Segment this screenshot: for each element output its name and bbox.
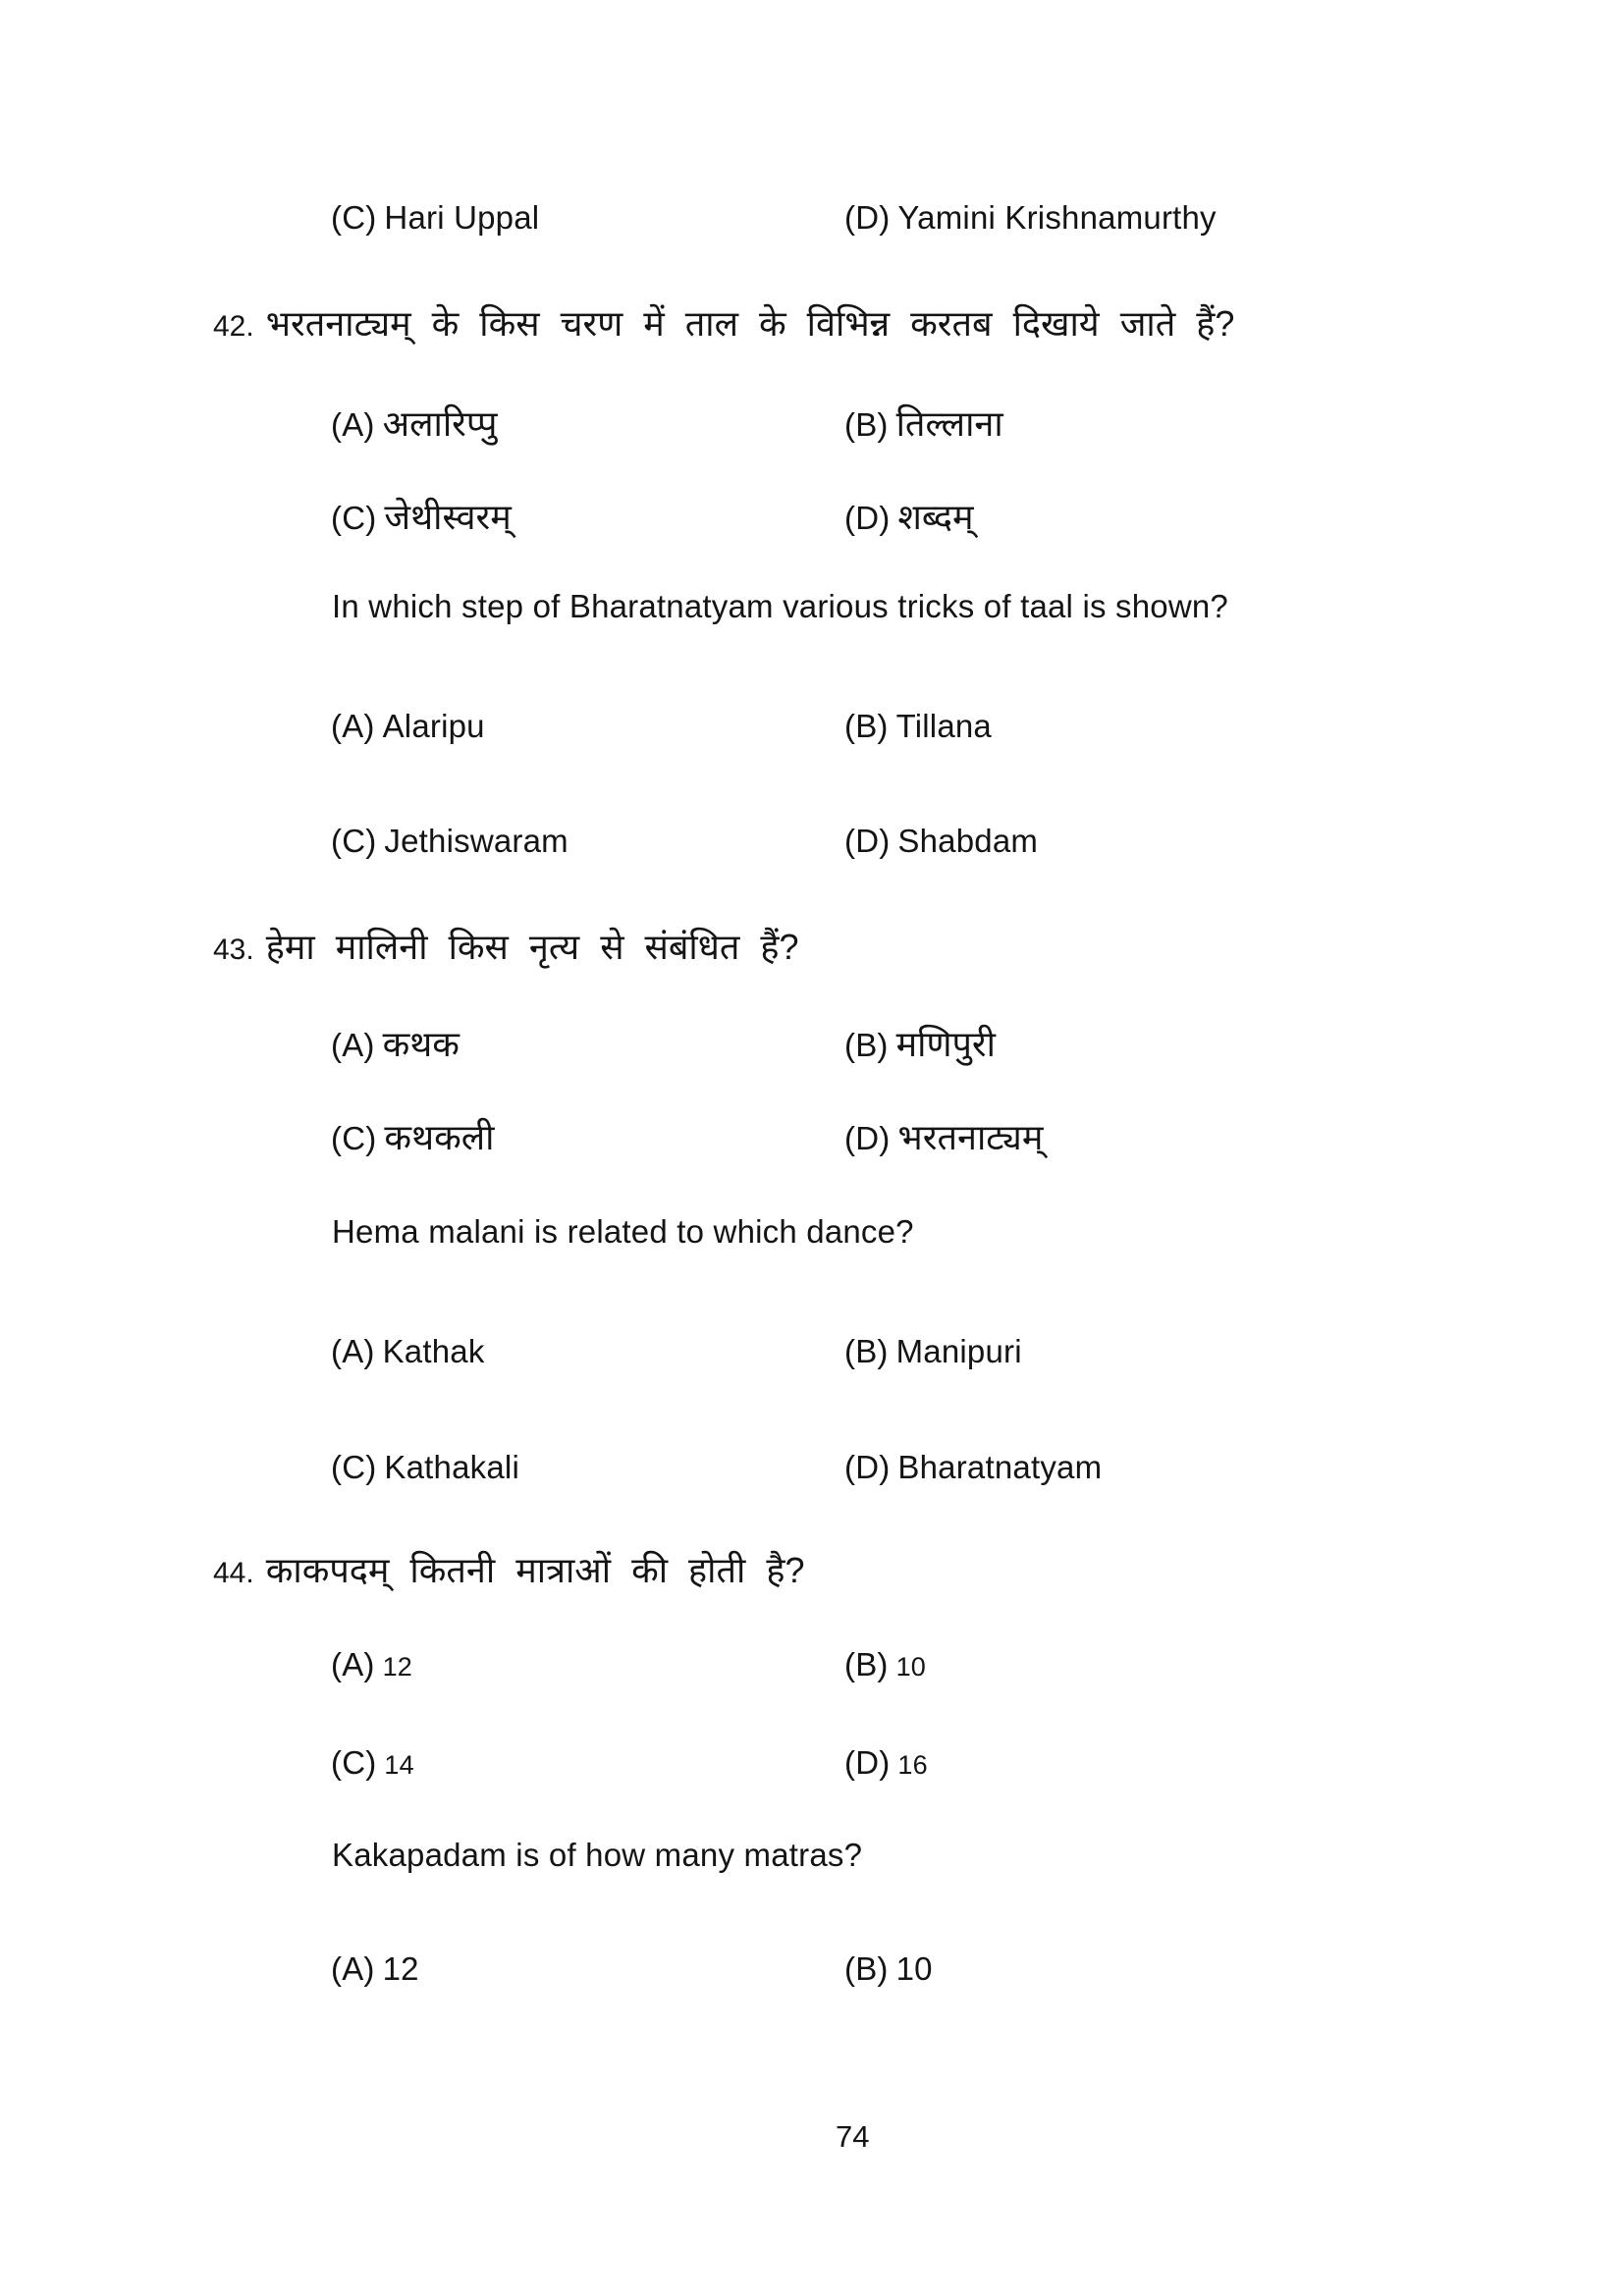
- carryover-option-d: [844, 198, 1217, 238]
- question-44-option-a-english: [331, 1949, 419, 1989]
- option-label: (B): [844, 708, 889, 744]
- option-text: 12: [382, 1950, 419, 1987]
- question-42-option-c-english: [331, 822, 568, 861]
- question-43-option-a-english: [331, 1332, 485, 1371]
- question-43-option-b-english: [844, 1332, 1022, 1371]
- option-label: (D): [844, 199, 891, 236]
- question-44-option-b-english: [844, 1949, 933, 1989]
- question-43-option-b-hindi: [844, 1023, 996, 1065]
- question-text-english: Kakapadam is of how many matras?: [332, 1837, 863, 1873]
- question-43-english: [332, 1212, 914, 1252]
- option-text: कथकली: [384, 1117, 495, 1157]
- question-44-english: [332, 1836, 862, 1875]
- option-label: (B): [844, 1950, 889, 1987]
- question-43-option-d-hindi: [844, 1116, 1043, 1158]
- option-text: Kathak: [382, 1333, 485, 1369]
- question-text-hindi: हेमा मालिनी किस नृत्य से संबंधित हैं?: [265, 927, 799, 967]
- option-text: Shabdam: [897, 823, 1039, 859]
- option-text: Jethiswaram: [384, 823, 568, 859]
- option-label: (C): [331, 1449, 377, 1485]
- question-number: 43.: [213, 934, 254, 966]
- question-42-option-d-english: [844, 822, 1038, 861]
- question-text-hindi: भरतनाट्यम् के किस चरण में ताल के विभिन्न करतब दिखाये जाते हैं?: [265, 303, 1235, 344]
- question-42-option-c-hindi: [331, 496, 512, 538]
- question-number: 44.: [213, 1557, 254, 1589]
- option-label: (C): [331, 199, 377, 236]
- option-label: (D): [844, 1744, 891, 1781]
- option-label: (A): [331, 406, 375, 443]
- option-text: 10: [895, 1950, 933, 1987]
- option-text: Alaripu: [382, 708, 485, 744]
- option-text: Tillana: [895, 708, 992, 744]
- question-43-option-c-english: [331, 1448, 519, 1487]
- option-label: (A): [331, 1333, 375, 1369]
- option-label: (B): [844, 1646, 889, 1682]
- page-number: 74: [836, 2119, 870, 2154]
- question-text-english: In which step of Bharatnatyam various tricks of taal is shown?: [332, 588, 1228, 624]
- option-label: (C): [331, 823, 377, 859]
- option-label: (B): [844, 1333, 889, 1369]
- option-text: मणिपुरी: [895, 1024, 996, 1064]
- question-42-hindi: [213, 302, 1234, 345]
- option-text: अलारिप्पु: [382, 403, 498, 444]
- carryover-option-c: [331, 198, 539, 238]
- option-text: Manipuri: [895, 1333, 1022, 1369]
- option-text: कथक: [382, 1024, 460, 1064]
- option-text: 14: [384, 1750, 414, 1780]
- option-text: भरतनाट्यम्: [897, 1117, 1044, 1157]
- option-label: (C): [331, 500, 377, 536]
- option-text: Kathakali: [384, 1449, 519, 1485]
- question-42-english: [332, 587, 1228, 626]
- question-43-option-d-english: [844, 1448, 1102, 1487]
- question-text-hindi: काकपदम् कितनी मात्राओं की होती है?: [265, 1550, 805, 1590]
- option-label: (A): [331, 1950, 375, 1987]
- question-42-option-a-english: [331, 707, 485, 746]
- question-44-hindi: [213, 1549, 804, 1591]
- question-42-option-a-hindi: [331, 402, 497, 445]
- question-42-option-d-hindi: [844, 496, 974, 538]
- question-44-option-b-hindi: [844, 1645, 926, 1684]
- question-43-hindi: [213, 926, 799, 968]
- option-label: (D): [844, 1120, 891, 1156]
- option-label: (C): [331, 1120, 377, 1156]
- option-text: तिल्लाना: [895, 403, 1003, 444]
- option-label: (A): [331, 1027, 375, 1063]
- option-text: Yamini Krishnamurthy: [897, 199, 1217, 236]
- option-label: (D): [844, 823, 891, 859]
- option-text: 16: [897, 1750, 928, 1780]
- option-label: (A): [331, 708, 375, 744]
- question-42-option-b-english: [844, 707, 992, 746]
- question-text-english: Hema malani is related to which dance?: [332, 1213, 914, 1250]
- option-label: (B): [844, 406, 889, 443]
- option-text: Bharatnatyam: [897, 1449, 1103, 1485]
- option-label: (A): [331, 1646, 375, 1682]
- option-label: (D): [844, 500, 891, 536]
- question-44-option-c-hindi: [331, 1743, 414, 1783]
- option-label: (B): [844, 1027, 889, 1063]
- question-43-option-a-hindi: [331, 1023, 460, 1065]
- option-text: 12: [382, 1652, 413, 1682]
- option-text: जेथीस्वरम्: [384, 497, 512, 537]
- question-44-option-a-hindi: [331, 1645, 412, 1684]
- question-number: 42.: [213, 310, 254, 343]
- question-43-option-c-hindi: [331, 1116, 494, 1158]
- option-label: (C): [331, 1744, 377, 1781]
- option-text: Hari Uppal: [384, 199, 540, 236]
- question-44-option-d-hindi: [844, 1743, 928, 1783]
- question-42-option-b-hindi: [844, 402, 1003, 445]
- option-text: 10: [895, 1652, 927, 1682]
- option-label: (D): [844, 1449, 891, 1485]
- option-text: शब्दम्: [897, 497, 974, 537]
